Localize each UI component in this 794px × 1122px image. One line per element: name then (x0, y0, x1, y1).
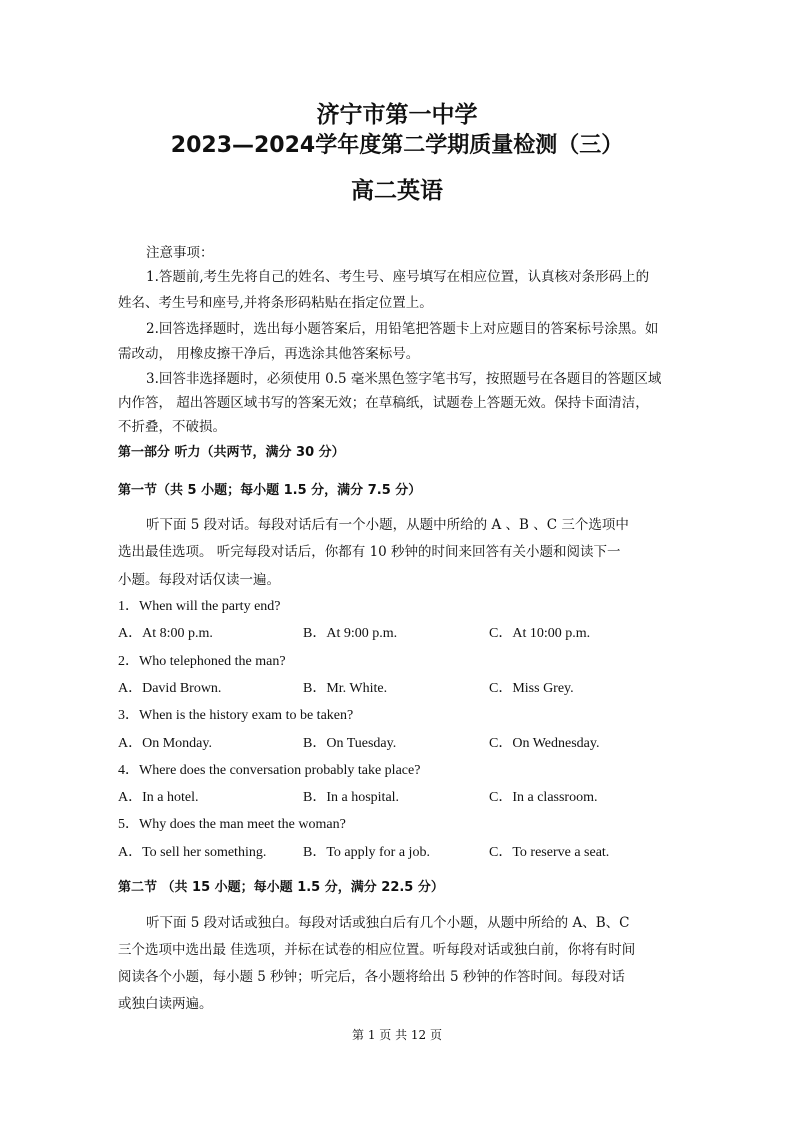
question-1: 1．When will the party end? (118, 599, 281, 614)
note-3-line-3: 不折叠，不破损。 (118, 419, 226, 435)
question-2-option-a: A．David Brown. (118, 681, 222, 696)
section1-intro-line-3: 小题。每段对话仅读一遍。 (118, 572, 280, 588)
question-5: 5．Why does the man meet the woman? (118, 817, 346, 832)
subject-title: 高二英语 (351, 178, 443, 204)
note-1-line-2: 姓名、考生号和座号,并将条形码粘贴在指定位置上。 (118, 295, 433, 311)
section1-heading: 第一节（共 5 小题；每小题 1.5 分，满分 7.5 分） (118, 483, 422, 498)
school-title: 济宁市第一中学 (316, 102, 478, 128)
question-3-option-c: C．On Wednesday. (489, 736, 600, 751)
note-1-line-1: 1.答题前,考生先将自己的姓名、考生号、座号填写在相应位置，认真核对条形码上的 (146, 269, 650, 285)
question-4-option-a: A．In a hotel. (118, 790, 199, 805)
question-5-option-b: B．To apply for a job. (303, 845, 430, 860)
question-3-option-b: B．On Tuesday. (303, 736, 397, 751)
note-2-line-1: 2.回答选择题时，选出每小题答案后，用铅笔把答题卡上对应题目的答案标号涂黑。如 (146, 321, 659, 337)
section2-heading: 第二节 （共 15 小题；每小题 1.5 分，满分 22.5 分） (118, 880, 444, 895)
question-4-option-b: B．In a hospital. (303, 790, 400, 805)
question-2-option-c: C．Miss Grey. (489, 681, 574, 696)
question-5-option-a: A．To sell her something. (118, 845, 267, 860)
term-title: 2023—2024学年度第二学期质量检测（三） (170, 133, 624, 158)
section2-intro-line-1: 听下面 5 段对话或独白。每段对话或独白后有几个小题，从题中所给的 A、B、C (146, 915, 630, 931)
note-3-line-2: 内作答， 超出答题区域书写的答案无效；在草稿纸，试题卷上答题无效。保持卡面清洁， (118, 395, 649, 411)
part1-heading: 第一部分 听力（共两节，满分 30 分） (118, 445, 345, 460)
question-2: 2．Who telephoned the man? (118, 654, 286, 669)
section1-intro-line-1: 听下面 5 段对话。每段对话后有一个小题，从题中所给的 A 、B 、C 三个选项中 (146, 517, 629, 533)
question-1-option-a: A．At 8:00 p.m. (118, 626, 213, 641)
note-2-line-2: 需改动， 用橡皮擦干净后，再选涂其他答案标号。 (118, 346, 420, 362)
section2-intro-line-2: 三个选项中选出最 佳选项，并标在试卷的相应位置。听每段对话或独白前，你将有时间 (118, 942, 636, 958)
question-4: 4．Where does the conversation probably take place? (118, 763, 421, 778)
section2-intro-line-3: 阅读各个小题，每小题 5 秒钟；听完后，各小题将给出 5 秒钟的作答时间。每段对话 (118, 969, 625, 985)
section1-intro-line-2: 选出最佳选项。 听完每段对话后，你都有 10 秒钟的时间来回答有关小题和阅读下一 (118, 544, 621, 560)
question-3-option-a: A．On Monday. (118, 736, 212, 751)
question-2-option-b: B．Mr. White. (303, 681, 388, 696)
note-3-line-1: 3.回答非选择题时，必须使用 0.5 毫米黑色签字笔书写，按照题号在各题目的答题区域 (146, 371, 662, 387)
section2-intro-line-4: 或独白读两遍。 (118, 996, 213, 1012)
question-3: 3．When is the history exam to be taken? (118, 708, 354, 723)
question-1-option-b: B．At 9:00 p.m. (303, 626, 398, 641)
question-4-option-c: C．In a classroom. (489, 790, 598, 805)
page-footer: 第 1 页 共 12 页 (352, 1028, 442, 1042)
question-5-option-c: C．To reserve a seat. (489, 845, 610, 860)
question-1-option-c: C．At 10:00 p.m. (489, 626, 591, 641)
notes-heading: 注意事项： (146, 245, 214, 261)
